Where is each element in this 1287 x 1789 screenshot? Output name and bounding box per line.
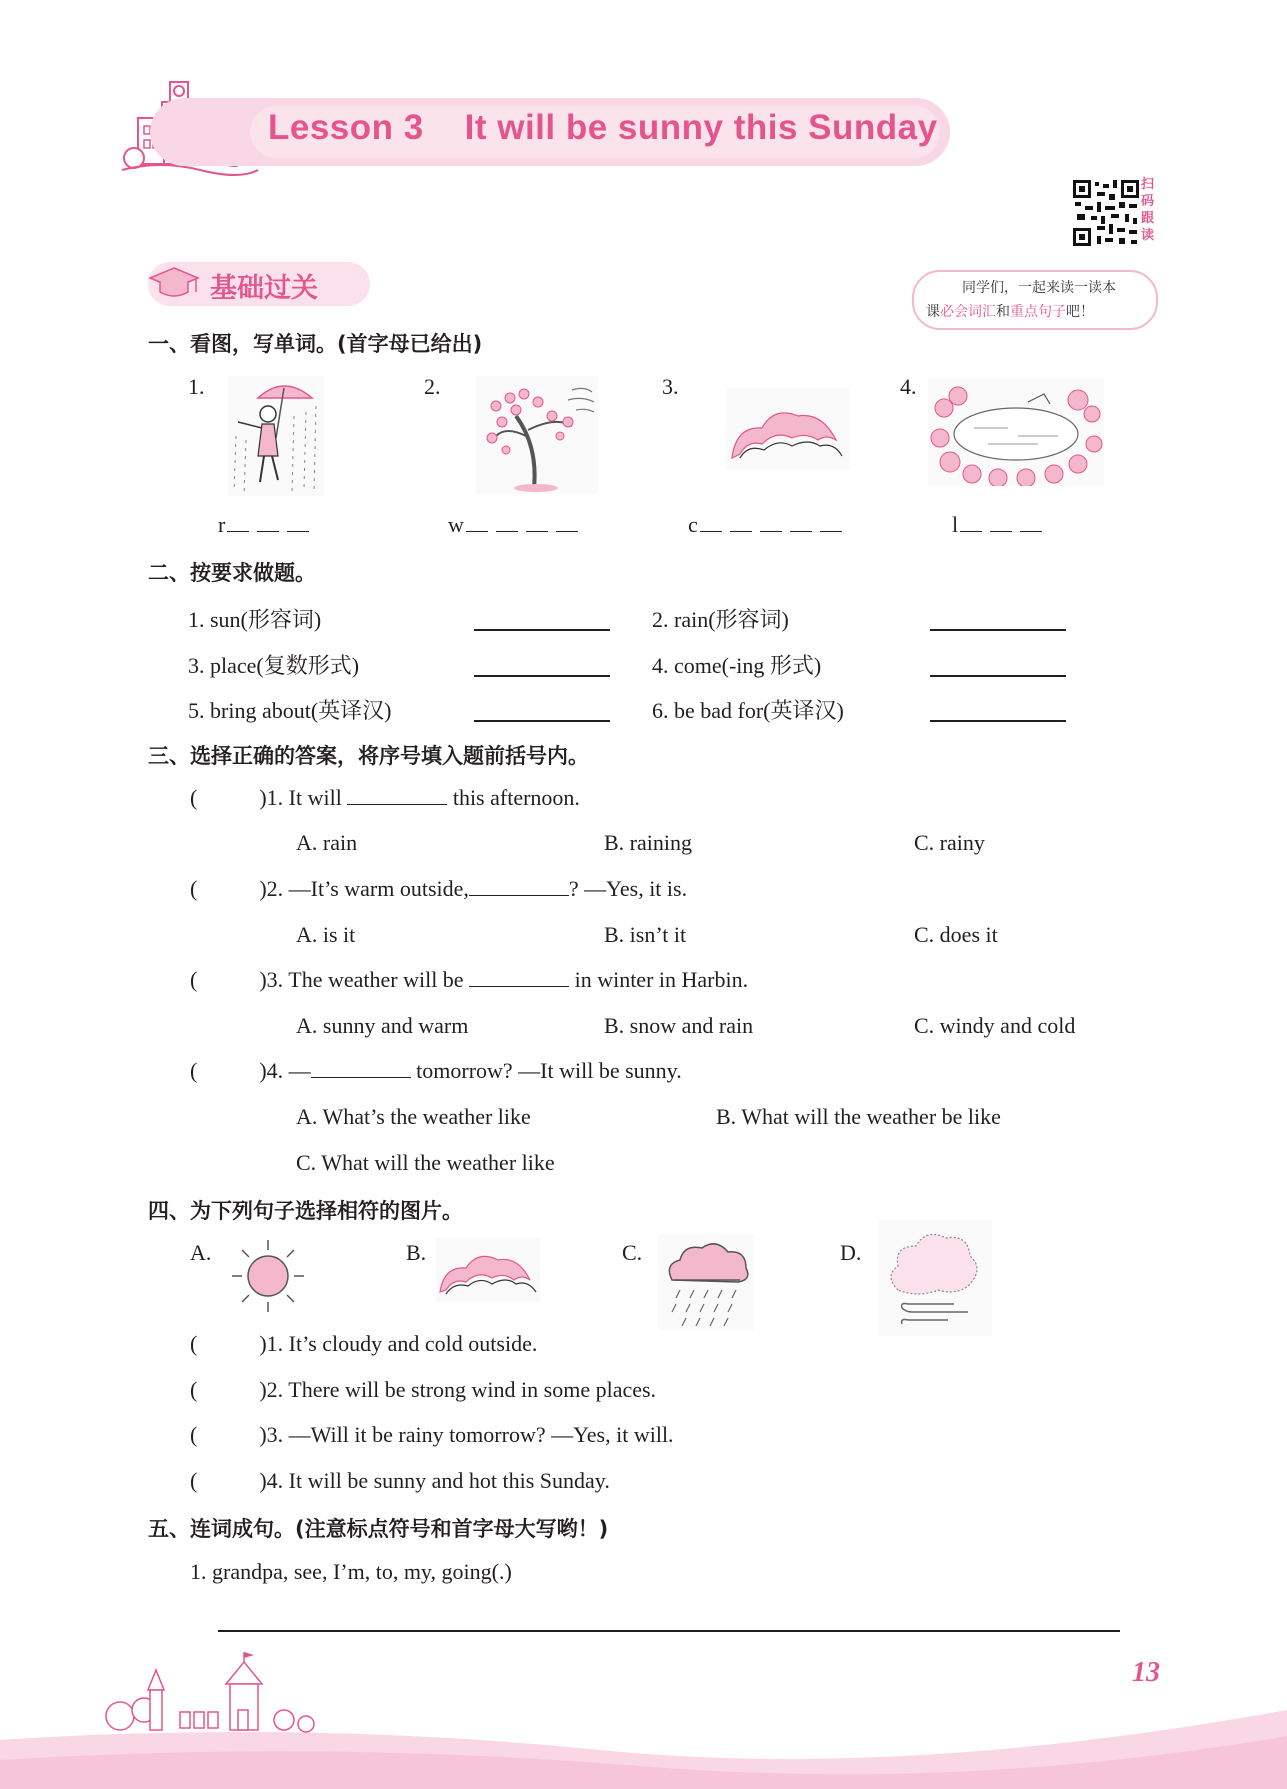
part2-item-5: 5. bring about(英译汉) (188, 698, 392, 723)
rain-cloud-icon (658, 1234, 754, 1330)
answer-blank-2[interactable] (448, 512, 578, 538)
part4-sentence-4 (190, 1468, 610, 1494)
stem-text: ? —Yes, it is. (568, 876, 688, 901)
stem-text: )1. It will (259, 785, 342, 810)
q4-option-a[interactable]: A. What’s the weather like (296, 1104, 531, 1129)
fill-blank[interactable] (469, 877, 569, 896)
tree-in-wind-icon (476, 376, 598, 494)
fill-blank[interactable] (469, 968, 569, 987)
option-letter-a: A. (190, 1240, 212, 1265)
cloud-icon (726, 388, 850, 470)
stem-text: in winter in Harbin. (574, 967, 749, 992)
answer-line[interactable] (474, 720, 610, 722)
q1-stem (190, 785, 580, 811)
stem-text: this afternoon. (452, 785, 580, 810)
q3-option-c[interactable]: C. windy and cold (914, 1013, 1076, 1038)
letter-prefix: c (688, 512, 698, 537)
wind-cloud-icon (878, 1220, 992, 1336)
part4-sentence-1 (190, 1331, 537, 1357)
part2-heading: 二、按要求做题。 (148, 561, 316, 585)
part1-heading: 一、看图，写单词。(首字母已给出) (148, 332, 483, 356)
q3-stem (190, 967, 748, 993)
section-title: 基础过关 (210, 273, 318, 304)
tip-text: 和 (996, 304, 1010, 320)
part1-num-2: 2. (424, 374, 441, 399)
option-letter-b: B. (406, 1240, 427, 1265)
lake-icon (928, 378, 1104, 486)
answer-paren[interactable]: ( (190, 1377, 198, 1402)
stem-text: )3. The weather will be (259, 967, 464, 992)
stem-text: tomorrow? —It will be sunny. (416, 1058, 682, 1083)
stem-text: )4. — (259, 1058, 311, 1083)
answer-blank-3[interactable] (688, 512, 842, 538)
part1-num-4: 4. (900, 374, 917, 399)
tip-line-2 (926, 301, 1094, 321)
q1-option-b[interactable]: B. raining (604, 830, 692, 855)
answer-line[interactable] (930, 675, 1066, 677)
answer-blank-4[interactable] (952, 512, 1042, 538)
sentence-text: )3. —Will it be rainy tomorrow? —Yes, it will. (259, 1422, 674, 1447)
answer-line[interactable] (930, 720, 1066, 722)
q3-option-a[interactable]: A. sunny and warm (296, 1013, 469, 1038)
qr-caption: 扫码跟读 (1141, 177, 1155, 243)
page-number: 13 (1132, 1657, 1160, 1688)
cloud-icon (436, 1238, 540, 1302)
q2-option-a[interactable]: A. is it (296, 922, 356, 947)
fill-blank[interactable] (347, 786, 447, 805)
answer-blank-1[interactable] (218, 512, 309, 538)
part1-num-3: 3. (662, 374, 679, 399)
part2-item-1: 1. sun(形容词) (188, 607, 322, 632)
q4-option-b[interactable]: B. What will the weather be like (716, 1104, 1001, 1129)
answer-line[interactable] (930, 629, 1066, 631)
option-letter-c: C. (622, 1240, 643, 1265)
answer-paren[interactable]: ( (190, 1468, 198, 1493)
sentence-text: )2. There will be strong wind in some places. (259, 1377, 657, 1402)
q4-option-c[interactable]: C. What will the weather like (296, 1150, 555, 1175)
tip-text: 吧！ (1066, 304, 1094, 320)
q2-stem (190, 876, 687, 902)
answer-line[interactable] (474, 675, 610, 677)
part3-heading: 三、选择正确的答案，将序号填入题前括号内。 (148, 744, 589, 768)
tip-line-1: 同学们，一起来读一读本 (962, 280, 1116, 296)
letter-prefix: w (448, 512, 464, 537)
answer-paren[interactable]: ( (190, 785, 198, 810)
answer-line[interactable] (474, 629, 610, 631)
letter-prefix: l (952, 512, 959, 537)
sentence-text: )4. It will be sunny and hot this Sunday. (259, 1468, 610, 1493)
part4-heading: 四、为下列句子选择相符的图片。 (148, 1199, 463, 1223)
sun-icon (228, 1236, 308, 1316)
q2-option-c[interactable]: C. does it (914, 922, 998, 947)
stem-text: )2. —It’s warm outside, (259, 876, 469, 901)
letter-prefix: r (218, 512, 226, 537)
answer-paren[interactable]: ( (190, 1058, 198, 1083)
fill-blank[interactable] (311, 1059, 411, 1078)
tip-emphasis: 必会词汇 (940, 304, 996, 320)
answer-paren[interactable]: ( (190, 1422, 198, 1447)
tip-text: 课 (926, 304, 940, 320)
q2-option-b[interactable]: B. isn’t it (604, 922, 687, 947)
answer-paren[interactable]: ( (190, 1331, 198, 1356)
sentence-text: )1. It’s cloudy and cold outside. (259, 1331, 538, 1356)
q1-option-c[interactable]: C. rainy (914, 830, 985, 855)
part2-item-4: 4. come(-ing 形式) (652, 653, 822, 678)
part2-item-6: 6. be bad for(英译汉) (652, 698, 844, 723)
option-letter-d: D. (840, 1240, 862, 1265)
castle-illustration (96, 1650, 336, 1740)
tip-emphasis: 重点句子 (1010, 304, 1066, 320)
part1-num-1: 1. (188, 374, 205, 399)
qr-code-icon (1071, 178, 1141, 248)
answer-paren[interactable]: ( (190, 967, 198, 992)
part5-question-1: 1. grandpa, see, I’m, to, my, going(.) (190, 1559, 512, 1584)
answer-paren[interactable]: ( (190, 876, 198, 901)
part4-sentence-2 (190, 1377, 656, 1403)
q4-stem (190, 1058, 682, 1084)
part4-sentence-3 (190, 1422, 674, 1448)
sentence-answer-line[interactable] (218, 1630, 1120, 1632)
girl-umbrella-rain-icon (228, 376, 324, 496)
q1-option-a[interactable]: A. rain (296, 830, 358, 855)
part2-item-2: 2. rain(形容词) (652, 607, 789, 632)
part5-heading: 五、连词成句。(注意标点符号和首字母大写哟！) (148, 1517, 609, 1541)
graduation-cap-icon (148, 266, 200, 302)
q3-option-b[interactable]: B. snow and rain (604, 1013, 754, 1038)
lesson-title: Lesson 3 It will be sunny this Sunday (268, 108, 938, 147)
part2-item-3: 3. place(复数形式) (188, 653, 360, 678)
